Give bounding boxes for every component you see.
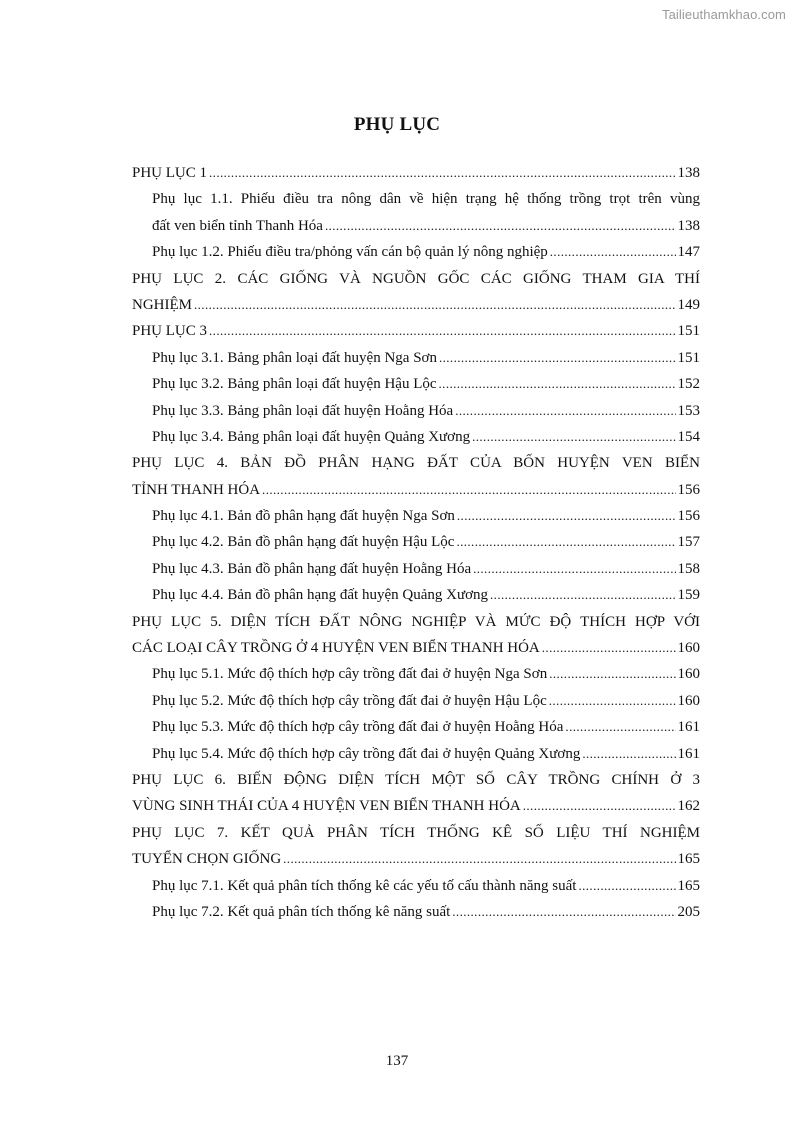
toc-entry-label: Phụ lục 3.2. Bảng phân loại đất huyện Hậu Lộc <box>152 376 437 393</box>
dot-leader <box>472 424 675 450</box>
toc-entry-line <box>132 767 700 793</box>
dot-leader <box>194 292 676 318</box>
page-title: PHỤ LỤC <box>353 114 441 135</box>
toc-page-number: 165 <box>677 877 700 894</box>
toc-entry-label: Phụ lục 4.1. Bản đồ phân hạng đất huyện Nga Sơn <box>152 508 455 525</box>
toc-entry-phu-luc-3[interactable] <box>132 318 700 344</box>
dot-leader <box>262 477 675 503</box>
toc-entry-1-1[interactable] <box>132 213 700 239</box>
toc-entry-phu-luc-5[interactable] <box>132 635 700 661</box>
toc-page-number: 161 <box>677 745 700 762</box>
toc-entry-label: PHỤ LỤC 3 <box>132 323 208 340</box>
toc-entry-label: NGHIỆM <box>132 296 192 313</box>
toc-entry-label: VÙNG SINH THÁI CỦA 4 HUYỆN VEN BIỂN THANH HÓA <box>132 798 521 815</box>
dot-leader <box>550 239 676 265</box>
toc-entry-label: đất ven biển tỉnh Thanh Hóa <box>152 217 323 234</box>
toc-entry-5-1[interactable] <box>132 661 700 687</box>
toc-entry-3-2[interactable] <box>132 371 700 397</box>
toc-entry-7-1[interactable] <box>132 873 700 899</box>
toc-entry-label-first-line: PHỤ LỤC 4. BẢN ĐỒ PHÂN HẠNG ĐẤT CỦA BỐN HUYỆN VEN BIỂN <box>132 455 700 472</box>
toc-page-number: 160 <box>677 666 700 683</box>
toc-entry-label: Phụ lục 5.2. Mức độ thích hợp cây trồng đất đai ở huyện Hậu Lộc <box>152 692 547 709</box>
dot-leader <box>565 714 675 740</box>
toc-entry-5-2[interactable] <box>132 688 700 714</box>
toc-page-number: 165 <box>677 851 700 868</box>
dot-leader <box>549 688 676 714</box>
toc-page-number: 138 <box>677 165 700 181</box>
toc-entry-label-first-line: PHỤ LỤC 7. KẾT QUẢ PHÂN TÍCH THỐNG KÊ SỐ LIỆU THÍ NGHIỆM <box>132 824 700 841</box>
toc-entry-label: Phụ lục 5.4. Mức độ thích hợp cây trồng đất đai ở huyện Quảng Xương <box>152 745 581 762</box>
toc-entry-label: TỈNH THANH HÓA <box>132 481 261 498</box>
toc-entry-label-first-line: Phụ lục 1.1. Phiếu điều tra nông dân về hiện trạng hệ thống trồng trọt trên vùng <box>152 191 700 208</box>
dot-leader <box>582 741 675 767</box>
toc-entry-label: PHỤ LỤC 1 <box>132 165 208 181</box>
toc-entry-line <box>132 820 700 846</box>
toc-entry-label: CÁC LOẠI CÂY TRỒNG Ở 4 HUYỆN VEN BIỂN THANH HÓA <box>132 640 540 657</box>
dot-leader <box>542 635 676 661</box>
toc-entry-label: Phụ lục 4.3. Bản đồ phân hạng đất huyện Hoằng Hóa <box>152 560 472 577</box>
toc-entry-1-2[interactable] <box>132 239 700 265</box>
toc-entry-4-2[interactable] <box>132 529 700 555</box>
toc-page-number: 158 <box>677 560 700 577</box>
toc-entry-5-3[interactable] <box>132 714 700 740</box>
toc-page-number: 147 <box>677 244 700 261</box>
toc-page-number: 151 <box>677 323 700 340</box>
toc-entry-label-first-line: PHỤ LỤC 5. DIỆN TÍCH ĐẤT NÔNG NGHIỆP VÀ MỨC ĐỘ THÍCH HỢP VỚI <box>132 613 700 630</box>
dot-leader <box>452 899 675 925</box>
toc-page-number: 152 <box>677 376 700 393</box>
dot-leader <box>325 213 676 239</box>
toc-page-number: 162 <box>677 798 700 815</box>
dot-leader <box>439 345 676 371</box>
toc-entry-label: Phụ lục 3.1. Bảng phân loại đất huyện Nga Sơn <box>152 349 437 366</box>
toc-entry-label-first-line: PHỤ LỤC 6. BIẾN ĐỘNG DIỆN TÍCH MỘT SỐ CÂY TRỒNG CHÍNH Ở 3 <box>132 771 700 788</box>
page-number: 137 <box>385 1053 409 1069</box>
toc-entry-4-3[interactable] <box>132 556 700 582</box>
toc-entry-phu-luc-2[interactable] <box>132 292 700 318</box>
dot-leader <box>457 503 676 529</box>
toc-entry-7-2[interactable] <box>132 899 700 925</box>
toc-entry-label: Phụ lục 1.2. Phiếu điều tra/phỏng vấn cán bộ quản lý nông nghiệp <box>152 244 548 261</box>
toc-entry-label: Phụ lục 4.4. Bản đồ phân hạng đất huyện Quảng Xương <box>152 587 489 604</box>
toc-entry-phu-luc-7[interactable] <box>132 846 700 872</box>
toc-entry-label: Phụ lục 4.2. Bản đồ phân hạng đất huyện Hậu Lộc <box>152 534 455 551</box>
toc-entry-label: TUYỂN CHỌN GIỐNG <box>132 851 282 868</box>
toc-entry-label: Phụ lục 3.4. Bảng phân loại đất huyện Quảng Xương <box>152 428 471 445</box>
toc-entry-phu-luc-4[interactable] <box>132 477 700 503</box>
toc-page-number: 151 <box>677 349 700 366</box>
toc-entry-4-1[interactable] <box>132 503 700 529</box>
toc-entry-line <box>132 186 700 212</box>
toc-entry-label-first-line: PHỤ LỤC 2. CÁC GIỐNG VÀ NGUỒN GỐC CÁC GIỐNG THAM GIA THÍ <box>132 270 700 287</box>
toc-page-number: 159 <box>677 587 700 604</box>
toc-entry-line <box>132 609 700 635</box>
toc-entry-3-1[interactable] <box>132 345 700 371</box>
dot-leader <box>578 873 675 899</box>
toc-page-number: 156 <box>677 481 700 498</box>
dot-leader <box>549 661 675 687</box>
toc-entry-label: Phụ lục 5.3. Mức độ thích hợp cây trồng đất đai ở huyện Hoằng Hóa <box>152 719 564 736</box>
toc-entry-line <box>132 266 700 292</box>
toc-entry-label: Phụ lục 3.3. Bảng phân loại đất huyện Hoằng Hóa <box>152 402 454 419</box>
toc-page-number: 160 <box>677 640 700 657</box>
toc-entry-label: Phụ lục 5.1. Mức độ thích hợp cây trồng đất đai ở huyện Nga Sơn <box>152 666 548 683</box>
toc-page-number: 154 <box>677 428 700 445</box>
dot-leader <box>456 529 675 555</box>
toc-entry-line <box>132 450 700 476</box>
toc-page-number: 161 <box>677 719 700 736</box>
toc-entry-3-4[interactable] <box>132 424 700 450</box>
toc-entry-phu-luc-6[interactable] <box>132 793 700 819</box>
toc-page-number: 205 <box>677 903 700 920</box>
toc-entry-label: Phụ lục 7.1. Kết quả phân tích thống kê các yếu tố cấu thành năng suất <box>152 877 577 894</box>
toc-entry-4-4[interactable] <box>132 582 700 608</box>
dot-leader <box>490 582 675 608</box>
watermark: Tailieuthamkhao.com <box>661 7 786 22</box>
toc-entry-label: Phụ lục 7.2. Kết quả phân tích thống kê năng suất <box>152 903 451 920</box>
toc-page-number: 149 <box>677 296 700 313</box>
toc-page-number: 138 <box>677 217 700 234</box>
dot-leader <box>523 793 676 819</box>
dot-leader <box>473 556 675 582</box>
dot-leader <box>455 398 675 424</box>
dot-leader <box>439 371 676 397</box>
dot-leader <box>283 846 675 872</box>
table-of-contents <box>132 160 700 925</box>
toc-entry-3-3[interactable] <box>132 398 700 424</box>
toc-entry-5-4[interactable] <box>132 741 700 767</box>
toc-page-number: 157 <box>677 534 700 551</box>
toc-page-number: 153 <box>677 402 700 419</box>
dot-leader <box>209 160 675 186</box>
toc-entry-phu-luc-1[interactable] <box>132 160 700 186</box>
dot-leader <box>209 318 675 344</box>
toc-page-number: 156 <box>677 508 700 525</box>
toc-page-number: 160 <box>677 692 700 709</box>
